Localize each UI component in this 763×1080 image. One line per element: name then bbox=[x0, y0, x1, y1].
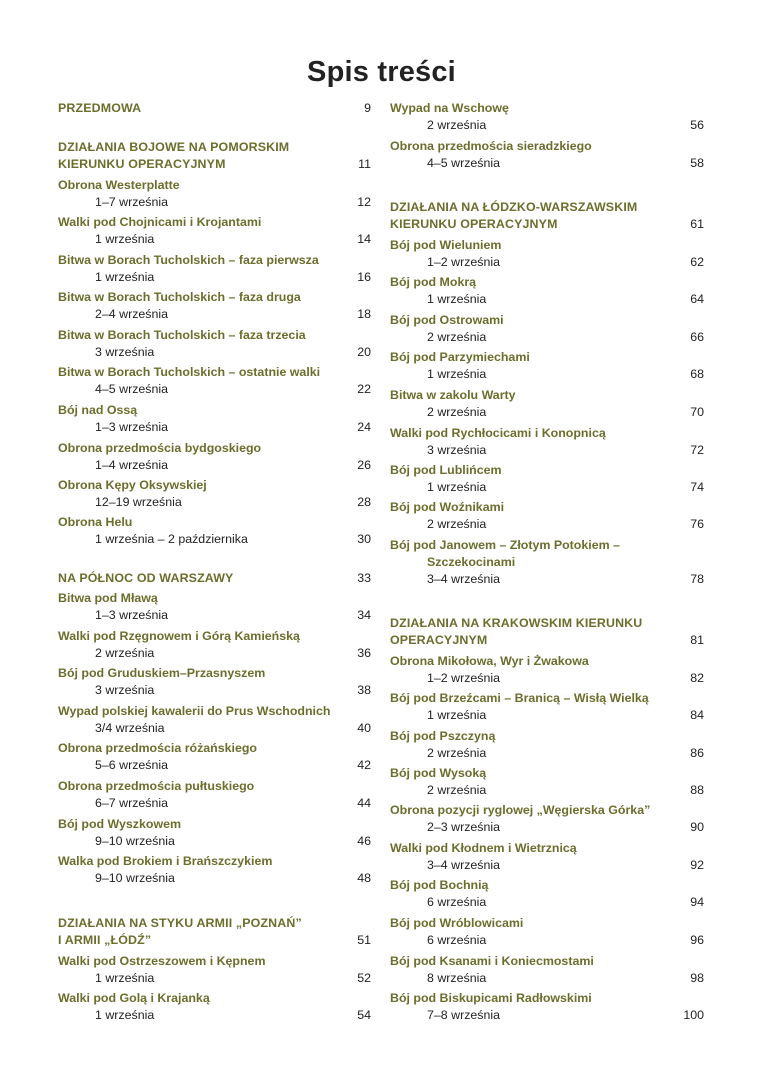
toc-page-number: 68 bbox=[690, 367, 704, 381]
toc-page-number: 33 bbox=[357, 571, 371, 585]
toc-date-row bbox=[58, 344, 371, 361]
toc-entry-text: DZIAŁANIA BOJOWE NA POMORSKIM bbox=[58, 140, 290, 154]
toc-page-number: 30 bbox=[357, 532, 371, 546]
toc-section-row bbox=[390, 990, 704, 1007]
toc-page-number: 92 bbox=[690, 858, 704, 872]
toc-entry-text: Walki pod Rychłocicami i Konopnicą bbox=[390, 426, 606, 440]
toc-entry-text: I ARMII „ŁÓDŹ” bbox=[58, 933, 152, 947]
toc-date-row bbox=[58, 682, 371, 699]
toc-section-row bbox=[390, 387, 704, 404]
toc-date-row bbox=[58, 269, 371, 286]
toc-date-row bbox=[390, 932, 704, 949]
toc-entry-text: 3 września bbox=[95, 683, 155, 697]
toc-entry-text: Obrona Kępy Oksywskiej bbox=[58, 478, 207, 492]
toc-entry-text: Walki pod Ostrzeszowem i Kępnem bbox=[58, 954, 266, 968]
toc-section-row bbox=[390, 462, 704, 479]
toc-entry-text: Walki pod Chojnicami i Krojantami bbox=[58, 215, 262, 229]
toc-section-row bbox=[58, 628, 371, 645]
toc-section-row bbox=[390, 312, 704, 329]
toc-entry-text: 2 września bbox=[427, 517, 487, 531]
toc-entry-text: Bój pod Mokrą bbox=[390, 275, 477, 289]
toc-entry-text: Bój pod Woźnikami bbox=[390, 500, 505, 514]
toc-entry-text: Bój pod Wysoką bbox=[390, 766, 487, 780]
toc-date-row bbox=[58, 720, 371, 737]
toc-page-number: 26 bbox=[357, 458, 371, 472]
toc-date-row bbox=[390, 479, 704, 496]
toc-date-row bbox=[390, 329, 704, 346]
toc-entry-text: Bój pod Wróblowicami bbox=[390, 916, 524, 930]
toc-section-row bbox=[390, 653, 704, 670]
toc-page-number: 90 bbox=[690, 820, 704, 834]
toc-entry-text: Bój pod Wieluniem bbox=[390, 238, 502, 252]
toc-page-number: 54 bbox=[357, 1008, 371, 1022]
toc-date-row bbox=[390, 745, 704, 762]
toc-entry-text: 12–19 września bbox=[95, 495, 182, 509]
toc-entry-text: DZIAŁANIA NA ŁÓDZKO-WARSZAWSKIM bbox=[390, 200, 638, 214]
toc-date-row bbox=[58, 795, 371, 812]
toc-chapter-row bbox=[58, 156, 371, 173]
toc-section-row bbox=[58, 703, 371, 720]
toc-section-row bbox=[58, 590, 371, 607]
toc-date-row bbox=[390, 670, 704, 687]
toc-entry-text: 1 września bbox=[95, 232, 155, 246]
toc-page-number: 20 bbox=[357, 345, 371, 359]
page-title: Spis treści bbox=[307, 56, 456, 88]
toc-entry-text: 1 września bbox=[427, 708, 487, 722]
toc-entry-text: 1 września bbox=[427, 292, 487, 306]
toc-entry-text: DZIAŁANIA NA KRAKOWSKIM KIERUNKU bbox=[390, 616, 643, 630]
toc-entry-text: Bój pod Wyszkowem bbox=[58, 817, 182, 831]
toc-section-row bbox=[390, 877, 704, 894]
toc-page-number: 24 bbox=[357, 420, 371, 434]
toc-page-number: 40 bbox=[357, 721, 371, 735]
toc-section-row bbox=[58, 514, 371, 531]
toc-chapter-row bbox=[390, 615, 704, 632]
toc-entry-text: 1 września bbox=[95, 1008, 155, 1022]
toc-entry-text: Wypad polskiej kawalerii do Prus Wschodnich bbox=[58, 704, 331, 718]
toc-page-number: 70 bbox=[690, 405, 704, 419]
toc-date-row bbox=[58, 607, 371, 624]
toc-entry-text: 1 września bbox=[427, 367, 487, 381]
toc-entry-text: Bój pod Pszczyną bbox=[390, 729, 496, 743]
toc-section-row bbox=[390, 499, 704, 516]
toc-date-row bbox=[58, 833, 371, 850]
toc-page-number: 76 bbox=[690, 517, 704, 531]
toc-section-row bbox=[390, 690, 704, 707]
toc-entry-text: Bój pod Gruduskiem–Przasnyszem bbox=[58, 666, 266, 680]
toc-entry-text: OPERACYJNYM bbox=[390, 633, 488, 647]
toc-entry-text: Obrona przedmościa bydgoskiego bbox=[58, 441, 262, 455]
toc-date-row bbox=[58, 381, 371, 398]
toc-entry-text: 4–5 września bbox=[427, 156, 501, 170]
toc-page-number: 16 bbox=[357, 270, 371, 284]
toc-page-number: 34 bbox=[357, 608, 371, 622]
toc-section-row bbox=[58, 289, 371, 306]
toc-section-row bbox=[58, 177, 371, 194]
toc-entry-text: Bitwa w Borach Tucholskich – faza trzecia bbox=[58, 328, 306, 342]
toc-entry-text: 2–3 września bbox=[427, 820, 501, 834]
toc-entry-text: Walki pod Golą i Krajanką bbox=[58, 991, 210, 1005]
toc-entry-text: 7–8 września bbox=[427, 1008, 501, 1022]
toc-entry-text: 1–7 września bbox=[95, 195, 169, 209]
toc-entry-text: 2 września bbox=[427, 746, 487, 760]
toc-section-row bbox=[58, 214, 371, 231]
toc-page-number: 94 bbox=[690, 895, 704, 909]
toc-entry-text: PRZEDMOWA bbox=[58, 101, 142, 115]
toc-date-row bbox=[390, 571, 704, 588]
toc-date-row bbox=[390, 782, 704, 799]
toc-entry-text: 9–10 września bbox=[95, 834, 175, 848]
toc-entry-text: 1–3 września bbox=[95, 608, 169, 622]
toc-entry-text: Bój pod Brzeźcami – Branicą – Wisłą Wielką bbox=[390, 691, 649, 705]
toc-page-number: 96 bbox=[690, 933, 704, 947]
toc-entry-text: Bitwa w Borach Tucholskich – faza druga bbox=[58, 290, 301, 304]
toc-page-number: 44 bbox=[357, 796, 371, 810]
toc-entry-text: Obrona przedmościa różańskiego bbox=[58, 741, 257, 755]
toc-page-number: 52 bbox=[357, 971, 371, 985]
toc-entry-text: 6 września bbox=[427, 933, 487, 947]
toc-section-row bbox=[58, 740, 371, 757]
toc-entry-text: Bój pod Janowem – Złotym Potokiem – bbox=[390, 538, 620, 552]
toc-page-number: 9 bbox=[364, 101, 371, 115]
toc-entry-text: 5–6 września bbox=[95, 758, 169, 772]
toc-page-number: 82 bbox=[690, 671, 704, 685]
toc-page-number: 28 bbox=[357, 495, 371, 509]
toc-date-row bbox=[390, 404, 704, 421]
toc-date-row bbox=[58, 1007, 371, 1024]
toc-entry-text: 1 września – 2 października bbox=[95, 532, 248, 546]
toc-page-number: 78 bbox=[690, 572, 704, 586]
toc-entry-text: Obrona przedmościa sieradzkiego bbox=[390, 139, 592, 153]
toc-entry-text: 3–4 września bbox=[427, 572, 501, 586]
toc-date-row bbox=[390, 707, 704, 724]
toc-page-number: 62 bbox=[690, 255, 704, 269]
toc-date-row bbox=[58, 194, 371, 211]
toc-page-number: 51 bbox=[357, 933, 371, 947]
toc-chapter-row bbox=[390, 632, 704, 649]
toc-section-row bbox=[58, 816, 371, 833]
toc-date-row bbox=[390, 819, 704, 836]
toc-section-row bbox=[58, 402, 371, 419]
toc-entry-text: 2 września bbox=[427, 405, 487, 419]
toc-date-row bbox=[58, 306, 371, 323]
toc-section-row bbox=[390, 953, 704, 970]
toc-section-row bbox=[390, 840, 704, 857]
toc-entry-text: 4–5 września bbox=[95, 382, 169, 396]
toc-section-row bbox=[390, 915, 704, 932]
toc-date-row bbox=[390, 894, 704, 911]
toc-date-row bbox=[58, 531, 371, 548]
toc-date-row bbox=[390, 366, 704, 383]
toc-entry-text: Obrona przedmościa pułtuskiego bbox=[58, 779, 255, 793]
toc-entry-text: Bój nad Ossą bbox=[58, 403, 138, 417]
toc-entry-text: Bój pod Ksanami i Koniecmostami bbox=[390, 954, 594, 968]
toc-entry-text: Bój pod Bochnią bbox=[390, 878, 489, 892]
toc-section-row bbox=[390, 728, 704, 745]
toc-page-number: 64 bbox=[690, 292, 704, 306]
toc-section-row bbox=[58, 477, 371, 494]
toc-entry-text: 6–7 września bbox=[95, 796, 169, 810]
toc-chapter-row bbox=[390, 199, 704, 216]
toc-page-number: 86 bbox=[690, 746, 704, 760]
toc-entry-text: 2–4 września bbox=[95, 307, 169, 321]
toc-entry-text: Walki pod Kłodnem i Wietrznicą bbox=[390, 841, 577, 855]
toc-entry-text: 1–4 września bbox=[95, 458, 169, 472]
toc-page-number: 18 bbox=[357, 307, 371, 321]
toc-entry-text: DZIAŁANIA NA STYKU ARMII „POZNAŃ” bbox=[58, 916, 302, 930]
toc-section-row bbox=[58, 440, 371, 457]
toc-page-number: 36 bbox=[357, 646, 371, 660]
toc-entry-text: KIERUNKU OPERACYJNYM bbox=[390, 217, 558, 231]
toc-section-row bbox=[58, 252, 371, 269]
toc-section-row bbox=[390, 425, 704, 442]
toc-section-row bbox=[390, 349, 704, 366]
toc-page-number: 48 bbox=[357, 871, 371, 885]
toc-entry-text: 2 września bbox=[95, 646, 155, 660]
toc-entry-text: 2 września bbox=[427, 783, 487, 797]
toc-entry-text: Bój pod Lublińcem bbox=[390, 463, 502, 477]
toc-entry-text: Bój pod Biskupicami Radłowskimi bbox=[390, 991, 592, 1005]
toc-chapter-row bbox=[58, 100, 371, 117]
toc-date-row bbox=[390, 155, 704, 172]
toc-date-row bbox=[390, 970, 704, 987]
toc-chapter-row bbox=[58, 570, 371, 587]
toc-date-row bbox=[390, 442, 704, 459]
toc-entry-text: Obrona pozycji ryglowej „Węgierska Górka” bbox=[390, 803, 651, 817]
toc-entry-text: 1–3 września bbox=[95, 420, 169, 434]
toc-page-number: 14 bbox=[357, 232, 371, 246]
toc-page-number: 81 bbox=[690, 633, 704, 647]
toc-chapter-row bbox=[58, 139, 371, 156]
toc-chapter-row bbox=[58, 915, 371, 932]
toc-page-number: 58 bbox=[690, 156, 704, 170]
toc-entry-text: 1 września bbox=[95, 270, 155, 284]
toc-section-row bbox=[58, 327, 371, 344]
toc-entry-text: 1–2 września bbox=[427, 255, 501, 269]
toc-date-row bbox=[390, 554, 704, 571]
toc-page-number: 88 bbox=[690, 783, 704, 797]
toc-entry-text: 3 września bbox=[95, 345, 155, 359]
toc-entry-text: Obrona Mikołowa, Wyr i Żwakowa bbox=[390, 654, 589, 668]
toc-page-number: 98 bbox=[690, 971, 704, 985]
toc-entry-text: Bitwa w zakolu Warty bbox=[390, 388, 516, 402]
toc-entry-text: KIERUNKU OPERACYJNYM bbox=[58, 157, 226, 171]
toc-page-number: 38 bbox=[357, 683, 371, 697]
toc-section-row bbox=[390, 802, 704, 819]
toc-chapter-row bbox=[58, 932, 371, 949]
toc-page-number: 66 bbox=[690, 330, 704, 344]
toc-date-row bbox=[58, 870, 371, 887]
toc-date-row bbox=[390, 857, 704, 874]
toc-date-row bbox=[58, 494, 371, 511]
toc-section-row bbox=[58, 364, 371, 381]
toc-entry-text: Obrona Westerplatte bbox=[58, 178, 180, 192]
toc-page-number: 61 bbox=[690, 217, 704, 231]
toc-page-number: 84 bbox=[690, 708, 704, 722]
toc-entry-text: 3–4 września bbox=[427, 858, 501, 872]
toc-entry-text: Szczekocinami bbox=[427, 555, 516, 569]
toc-date-row bbox=[390, 117, 704, 134]
toc-page-number: 72 bbox=[690, 443, 704, 457]
toc-date-row bbox=[390, 1007, 704, 1024]
toc-date-row bbox=[58, 231, 371, 248]
toc-date-row bbox=[390, 516, 704, 533]
toc-entry-text: Walka pod Brokiem i Brańszczykiem bbox=[58, 854, 273, 868]
toc-entry-text: Obrona Helu bbox=[58, 515, 133, 529]
toc-entry-text: 1 września bbox=[95, 971, 155, 985]
toc-entry-text: 3 września bbox=[427, 443, 487, 457]
toc-entry-text: 2 września bbox=[427, 118, 487, 132]
toc-date-row bbox=[390, 291, 704, 308]
toc-entry-text: 2 września bbox=[427, 330, 487, 344]
toc-section-row bbox=[390, 138, 704, 155]
toc-entry-text: 6 września bbox=[427, 895, 487, 909]
toc-entry-text: 1–2 września bbox=[427, 671, 501, 685]
toc-section-row bbox=[390, 537, 704, 554]
toc-date-row bbox=[58, 419, 371, 436]
toc-section-row bbox=[390, 274, 704, 291]
toc-section-row bbox=[58, 953, 371, 970]
toc-entry-text: 8 września bbox=[427, 971, 487, 985]
toc-page-number: 42 bbox=[357, 758, 371, 772]
toc-section-row bbox=[390, 100, 704, 117]
toc-section-row bbox=[58, 990, 371, 1007]
toc-entry-text: 9–10 września bbox=[95, 871, 175, 885]
toc-date-row bbox=[58, 757, 371, 774]
toc-entry-text: Bój pod Parzymiechami bbox=[390, 350, 530, 364]
toc-entry-text: Walki pod Rzęgnowem i Górą Kamieńską bbox=[58, 629, 300, 643]
toc-date-row bbox=[58, 645, 371, 662]
toc-date-row bbox=[58, 970, 371, 987]
toc-entry-text: Wypad na Wschowę bbox=[390, 101, 509, 115]
toc-date-row bbox=[58, 457, 371, 474]
toc-page-number: 12 bbox=[357, 195, 371, 209]
toc-date-row bbox=[390, 254, 704, 271]
toc-section-row bbox=[58, 778, 371, 795]
toc-entry-text: 1 września bbox=[427, 480, 487, 494]
toc-entry-text: Bitwa pod Mławą bbox=[58, 591, 158, 605]
toc-section-row bbox=[390, 765, 704, 782]
toc-page-number: 56 bbox=[690, 118, 704, 132]
toc-section-row bbox=[390, 237, 704, 254]
toc-chapter-row bbox=[390, 216, 704, 233]
toc-page-number: 22 bbox=[357, 382, 371, 396]
toc-section-row bbox=[58, 853, 371, 870]
toc-page-number: 74 bbox=[690, 480, 704, 494]
toc-page-number: 46 bbox=[357, 834, 371, 848]
toc-entry-text: Bój pod Ostrowami bbox=[390, 313, 504, 327]
toc-entry-text: 3/4 września bbox=[95, 721, 165, 735]
toc-page-number: 11 bbox=[358, 157, 371, 171]
toc-section-row bbox=[58, 665, 371, 682]
toc-entry-text: Bitwa w Borach Tucholskich – ostatnie walki bbox=[58, 365, 321, 379]
toc-entry-text: Bitwa w Borach Tucholskich – faza pierwsza bbox=[58, 253, 319, 267]
toc-entry-text: NA PÓŁNOC OD WARSZAWY bbox=[58, 571, 234, 585]
toc-page-number: 100 bbox=[683, 1008, 704, 1022]
